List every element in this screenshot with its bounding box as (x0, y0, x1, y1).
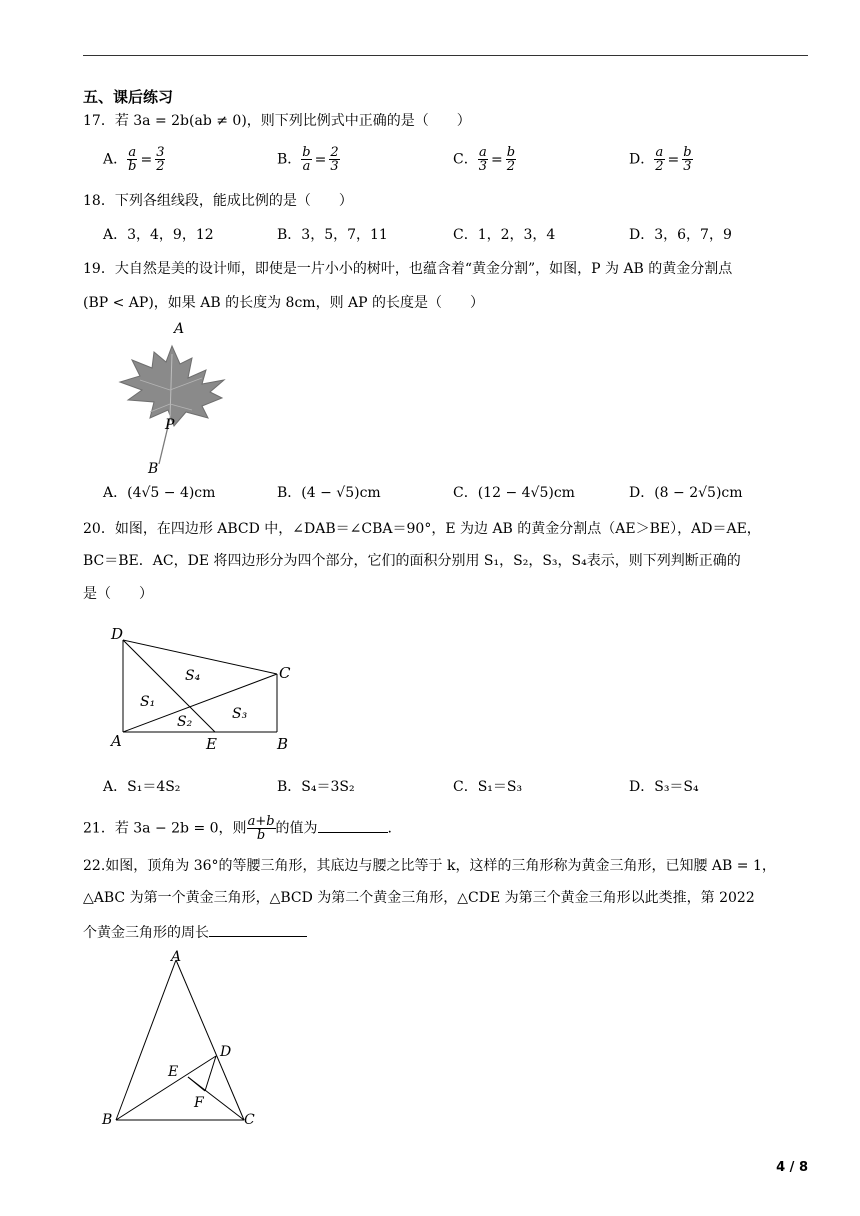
fraction-numerator: a (655, 145, 664, 160)
label-s4: S₄ (185, 668, 201, 684)
leaf-label-b: B (148, 461, 159, 477)
q22-answer-blank[interactable] (209, 922, 307, 937)
q18-option-b: B．3，5，7，11 (277, 227, 388, 243)
q21-end: . (387, 820, 392, 837)
label-d: D (111, 625, 124, 643)
q19-stem-line2: (BP < AP)，如果 AB 的长度为 8cm，则 AP 的长度是（ ） (83, 295, 484, 311)
label-e: E (168, 1064, 179, 1080)
fraction-denominator: 2 (156, 159, 165, 174)
label-d: D (220, 1044, 232, 1060)
section-title: 五、课后练习 (83, 88, 174, 106)
fraction-denominator: 2 (506, 159, 516, 174)
q17-option-c (453, 146, 516, 173)
equals-sign: = (314, 151, 327, 168)
q17-option-label: C． (453, 151, 478, 168)
fraction-numerator: a (128, 145, 137, 160)
q18-option-d: D．3，6，7，9 (629, 227, 732, 243)
fraction (329, 146, 339, 173)
q20-option-a: A．S₁＝4S₂ (103, 779, 181, 795)
label-c: C (244, 1112, 255, 1128)
fraction (682, 146, 692, 173)
label-s2: S₂ (177, 714, 193, 730)
fraction-numerator: b (506, 145, 516, 160)
fraction-numerator: a (478, 145, 487, 160)
fraction-denominator: 2 (655, 159, 664, 174)
q21-suffix: 的值为 (275, 820, 318, 837)
q21-fraction (247, 815, 276, 842)
q18-option-c: C．1，2，3，4 (453, 227, 556, 243)
label-e: E (206, 735, 217, 752)
q21-answer-blank[interactable] (318, 818, 388, 833)
maple-leaf-figure (110, 318, 240, 478)
q20-option-b: B．S₄＝3S₂ (277, 779, 355, 795)
fraction (506, 146, 516, 173)
label-s3: S₃ (232, 706, 248, 722)
fraction-denominator: 3 (683, 159, 692, 174)
q19-option-a: A．(4√5 − 4)cm (103, 485, 216, 501)
quadrilateral-figure (105, 622, 305, 752)
fraction (654, 146, 664, 173)
q22-line2: △ABC 为第一个黄金三角形，△BCD 为第二个黄金三角形，△CDE 为第三个黄金三角形以此类推，第 2022 (83, 890, 755, 906)
q19-stem-line1: 19．大自然是美的设计师，即使是一片小小的树叶，也蕴含着“黄金分割”，如图，P 为 AB 的黄金分割点 (83, 261, 733, 277)
fraction-denominator: 3 (478, 159, 487, 174)
fraction (155, 146, 165, 173)
q18-stem: 18．下列各组线段，能成比例的是（ ） (83, 193, 353, 209)
label-a: A (111, 732, 122, 750)
q21-frac-den: b (256, 828, 266, 843)
label-f: F (194, 1095, 204, 1111)
q20-option-c: C．S₁＝S₃ (453, 779, 523, 795)
fraction-denominator: 3 (330, 159, 339, 174)
fraction-numerator: b (683, 145, 692, 160)
q20-stem-line2: BC＝BE．AC，DE 将四边形分为四个部分，它们的面积分别用 S₁，S₂，S₃，S₄表示，则下列判断正确的 (83, 553, 741, 569)
fraction (127, 146, 137, 173)
fraction-numerator: 2 (330, 145, 339, 160)
q20-stem-line1: 20．如图，在四边形 ABCD 中，∠DAB＝∠CBA＝90°，E 为边 AB 的黄金分割点（AE＞BE），AD＝AE， (83, 521, 761, 537)
q22-line3: 个黄金三角形的周长 (83, 925, 209, 941)
label-b: B (102, 1112, 113, 1128)
fraction (478, 146, 488, 173)
q17-option-d (629, 146, 693, 173)
fraction (301, 146, 311, 173)
fraction-denominator: a (302, 159, 311, 174)
q22-line1: 22.如图，顶角为 36°的等腰三角形，其底边与腰之比等于 k，这样的三角形称为黄金三角形，已知腰 AB = 1， (83, 858, 776, 874)
label-c: C (279, 664, 291, 682)
fraction-numerator: 3 (156, 145, 165, 160)
q19-option-b: B．(4 − √5)cm (277, 485, 381, 501)
golden-triangle-figure (98, 946, 268, 1136)
label-b: B (277, 735, 289, 752)
equals-sign: = (667, 151, 680, 168)
q18-option-a: A．3，4，9，12 (103, 227, 214, 243)
q17-option-b (277, 146, 340, 173)
q21 (83, 815, 392, 842)
q17-option-label: D． (629, 151, 655, 168)
label-a: A (171, 949, 182, 965)
header-rule (83, 55, 808, 56)
q19-option-d: D．(8 − 2√5)cm (629, 485, 743, 501)
q17-stem: 17．若 3a = 2b(ab ≠ 0)，则下列比例式中正确的是（ ） (83, 113, 471, 129)
q17-option-a (103, 146, 165, 173)
page-number: 4 / 8 (776, 1160, 808, 1175)
q21-prefix: 21．若 3a − 2b = 0，则 (83, 820, 247, 837)
q22-line3-wrap (83, 922, 307, 942)
q19-option-c: C．(12 − 4√5)cm (453, 485, 575, 501)
equals-sign: = (140, 151, 153, 168)
leaf-label-p: P (165, 417, 175, 433)
q20-stem-line3: 是（ ） (83, 586, 153, 602)
label-s1: S₁ (140, 694, 156, 710)
fraction-numerator: b (302, 145, 311, 160)
q17-option-label: B． (277, 151, 302, 168)
equals-sign: = (491, 151, 503, 168)
fraction-denominator: b (128, 159, 137, 174)
q21-frac-num: a+b (247, 814, 275, 829)
q20-option-d: D．S₃＝S₄ (629, 779, 699, 795)
q17-option-label: A． (103, 151, 128, 168)
leaf-label-a: A (174, 321, 185, 337)
